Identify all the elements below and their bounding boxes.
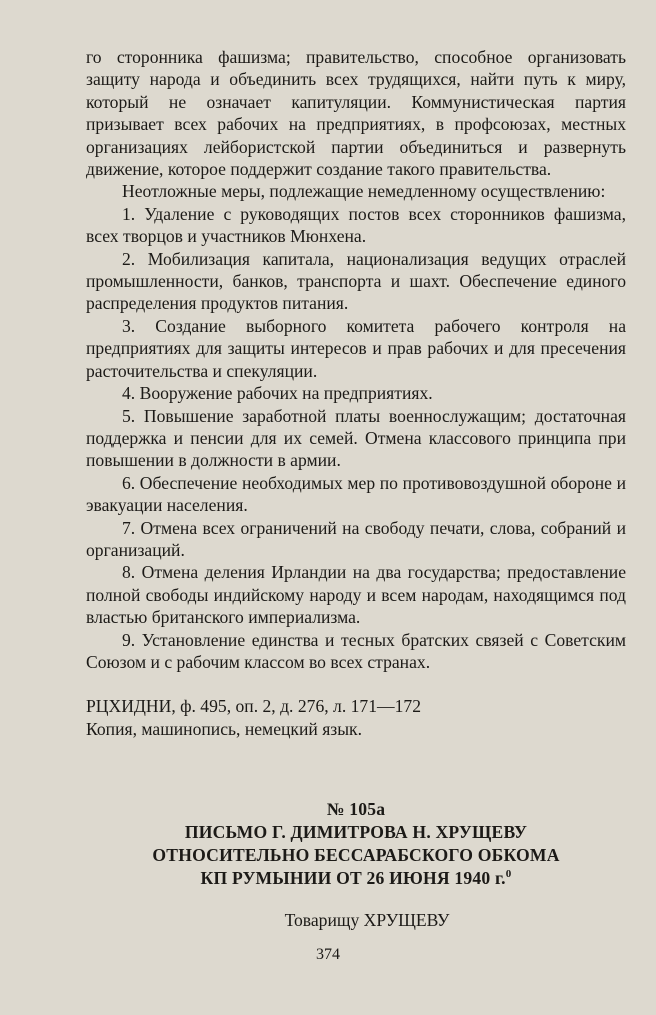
copy-note: Копия, машинопись, немецкий язык. xyxy=(86,718,363,739)
measure-item: 7. Отмена всех ограничений на свободу печати, слова, собраний и организаций. xyxy=(86,517,626,560)
archive-reference: РЦХИДНИ, ф. 495, оп. 2, д. 276, л. 171—172 xyxy=(86,696,421,717)
intro-paragraph: го сторонника фашизма; правительство, способное организовать защиту народа и объединить всех трудящихся, найти путь к миру, который не означает капитуляции. Коммунистическая партия призывает всех рабочих на предприятиях, в профсоюзах, местных организациях лейбористской партии объединиться и развернуть движение, которое поддержит создание такого правительства. xyxy=(86,47,626,180)
archive-source xyxy=(86,695,626,740)
page-number: 374 xyxy=(316,946,340,963)
document-title-line xyxy=(86,867,626,890)
measures-intro: Неотложные меры, подлежащие немедленному осуществлению: xyxy=(122,181,606,202)
body-text xyxy=(86,46,626,673)
document-title-text: КП РУМЫНИИ ОТ 26 ИЮНЯ 1940 г. xyxy=(200,868,506,889)
document-heading xyxy=(86,798,626,890)
document-title-line: ОТНОСИТЕЛЬНО БЕССАРАБСКОГО ОБКОМА xyxy=(152,845,560,866)
document-page xyxy=(86,46,626,931)
document-number: № 105а xyxy=(326,799,386,820)
measure-item: 4. Вооружение рабочих на предприятиях. xyxy=(122,383,433,404)
measure-item: 1. Удаление с руководящих постов всех сторонников фашизма, всех творцов и участников Мюнхена. xyxy=(86,203,626,247)
document-title-line: ПИСЬМО Г. ДИМИТРОВА Н. ХРУЩЕВУ xyxy=(184,822,528,843)
footnote-marker: 0 xyxy=(505,868,512,881)
salutation: Товарищу ХРУЩЕВУ xyxy=(284,910,450,931)
measure-item: 9. Установление единства и тесных братских связей с Советским Союзом и с рабочим классом во всех странах. xyxy=(86,629,626,672)
measure-item: 3. Создание выборного комитета рабочего контроля на предприятиях для защиты интересов и прав рабочих и для пресечения расточительства и спекуляции. xyxy=(86,315,626,381)
measure-item: 2. Мобилизация капитала, национализация ведущих отраслей промышленности, банков, транспорта и шахт. Обеспечение единого распределения продуктов питания. xyxy=(86,248,626,314)
measure-item: 6. Обеспечение необходимых мер по противовоздушной обороне и эвакуации населения. xyxy=(86,472,626,516)
measure-item: 5. Повышение заработной платы военнослужащим; достаточная поддержка и пенсии для их семей. Отмена классового принципа при повышении в должности в армии. xyxy=(86,405,626,471)
measure-item: 8. Отмена деления Ирландии на два государства; предоставление полной свободы индийскому народу и всем народам, находящимся под властью британского империализма. xyxy=(86,562,626,628)
